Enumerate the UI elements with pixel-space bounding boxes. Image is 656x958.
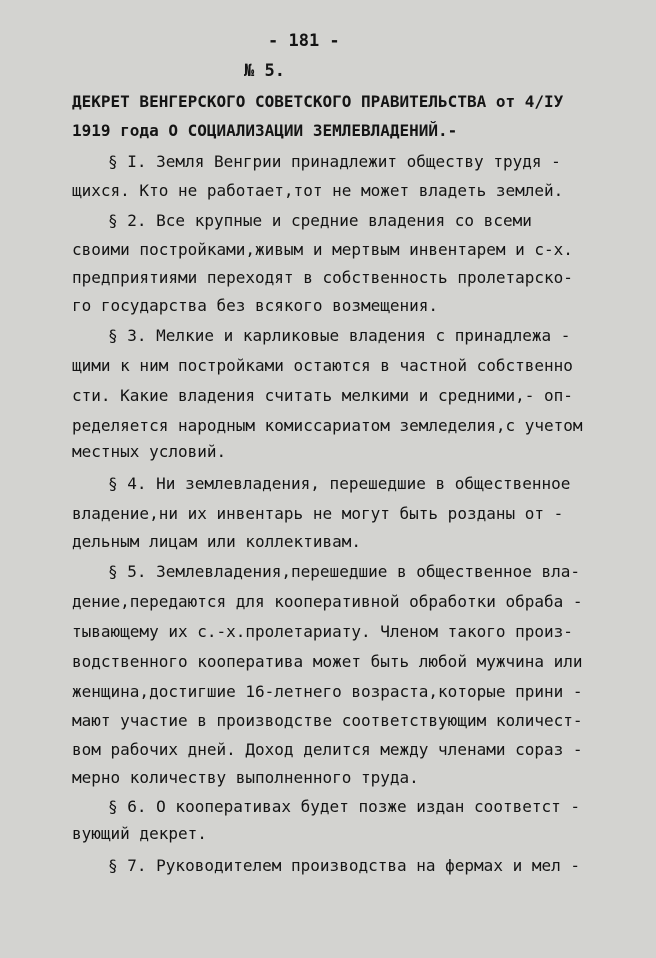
paragraph-1-line: § I. Земля Венгрии принадлежит обществу трудя - <box>108 152 561 171</box>
paragraph-6-line: вующий декрет. <box>72 824 207 843</box>
paragraph-5-line: § 5. Землевладения,перешедшие в общественное вла- <box>108 562 581 581</box>
paragraph-5-line: тывающему их с.-х.пролетариату. Членом такого произ- <box>72 622 573 641</box>
paragraph-3-line: § 3. Мелкие и карликовые владения с принадлежа - <box>108 326 571 345</box>
paragraph-5-line: мают участие в производстве соответствующим количест- <box>72 711 583 730</box>
paragraph-2-line: предприятиями переходят в собственность пролетарско- <box>72 268 573 287</box>
paragraph-7-line: § 7. Руководителем производства на фермах и мел - <box>108 856 581 875</box>
paragraph-2-line: своими постройками,живым и мертвым инвентарем и с-х. <box>72 240 573 259</box>
paragraph-3-line: щими к ним постройками остаются в частной собственно <box>72 356 573 375</box>
title-line: 1919 года О СОЦИАЛИЗАЦИИ ЗЕМЛЕВЛАДЕНИЙ.- <box>72 121 458 140</box>
paragraph-4-line: § 4. Ни землевладения, перешедшие в общественное <box>108 474 571 493</box>
paragraph-2-line: го государства без всякого возмещения. <box>72 296 439 315</box>
paragraph-3-line: сти. Какие владения считать мелкими и средними,- оп- <box>72 386 573 405</box>
page-number: - 181 - <box>268 31 340 51</box>
paragraph-3-line: местных условий. <box>72 442 227 461</box>
paragraph-1-line: щихся. Кто не работает,тот не может владеть землей. <box>72 181 564 200</box>
title-line: ДЕКРЕТ ВЕНГЕРСКОГО СОВЕТСКОГО ПРАВИТЕЛЬСТВА от 4/IУ <box>72 92 564 111</box>
paragraph-4-line: владение,ни их инвентарь не могут быть розданы от - <box>72 504 564 523</box>
paragraph-5-line: женщина,достигшие 16-летнего возраста,которые прини - <box>72 682 583 701</box>
paragraph-6-line: § 6. О кооперативах будет позже издан соответст - <box>108 797 581 816</box>
document-number: № 5. <box>244 61 285 81</box>
paragraph-5-line: мерно количеству выполненного труда. <box>72 768 419 787</box>
paragraph-5-line: водственного кооператива может быть любой мужчина или <box>72 652 583 671</box>
paragraph-2-line: § 2. Все крупные и средние владения со всеми <box>108 211 532 230</box>
paragraph-5-line: дение,передаются для кооперативной обработки обраба - <box>72 592 583 611</box>
paragraph-3-line: ределяется народным комиссариатом земледелия,с учетом <box>72 416 583 435</box>
paragraph-5-line: вом рабочих дней. Доход делится между членами сораз - <box>72 740 583 759</box>
paragraph-4-line: дельным лицам или коллективам. <box>72 532 361 551</box>
